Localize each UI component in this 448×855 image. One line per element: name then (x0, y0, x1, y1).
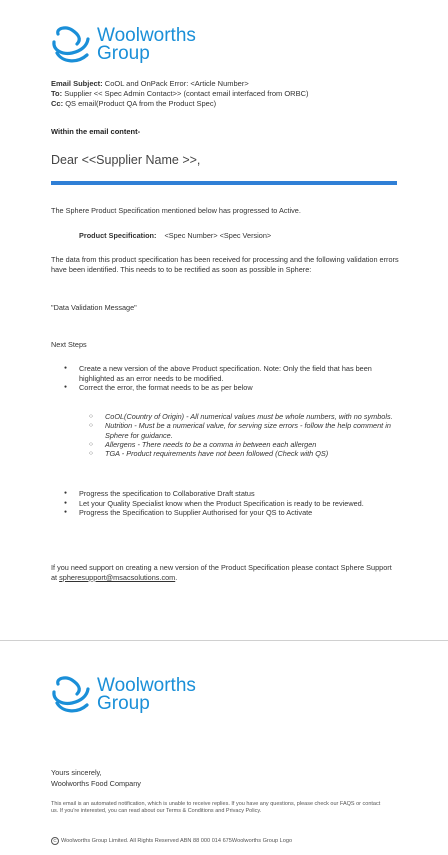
email-to (51, 89, 308, 99)
signoff-line2: Woolworths Food Company (51, 779, 141, 788)
product-specification (79, 231, 271, 240)
within-heading: Within the email content- (51, 127, 141, 136)
support-email-link[interactable]: spheresupport@msacsolutions.com (59, 573, 176, 582)
woolworths-logo-icon (51, 675, 93, 715)
to-value: Supplier << Spec Admin Contact>> (contact email interfaced from ORBC) (64, 89, 309, 98)
copyright-text: Woolworths Group Limited. All Rights Reserved ABN 88 000 014 675Woolworths Group Logo (61, 838, 293, 844)
list-item: ● Progress the specification to Collaborative Draft status (51, 489, 401, 499)
list-item: ○ CoOL(Country of Origin) - All numerical values must be whole numbers, with no symbols. (89, 412, 399, 421)
support-text-body: If you need support on creating a new version of the Product Specification please contact Sphere Support at (51, 563, 392, 582)
list-item: ○ Nutrition - Must be a numerical value, for serving size errors - follow the help comment in Sphere for guidance. (89, 421, 399, 440)
next-steps-heading: Next Steps (51, 340, 87, 349)
subject-label: Email Subject: (51, 79, 103, 88)
spec-value: <Spec Number> <Spec Version> (164, 231, 272, 240)
email-cc (51, 99, 216, 109)
woolworths-group-logo-footer (51, 675, 196, 715)
greeting: Dear <<Supplier Name >>, (51, 153, 201, 167)
disclaimer-text: This email is an automated notification, which is unable to receive replies. If you have any questions, please check our FAQS or contact us. If you're interested, you can read about our Terms & Conditions and Privacy Policy. (51, 801, 381, 814)
list-item: ○ TGA - Product requirements have not been followed (Check with QS) (89, 449, 399, 458)
list-item: ○ Allergens - There needs to be a comma in between each allergen (89, 440, 399, 449)
cc-value: QS email(Product QA from the Product Spec) (65, 99, 217, 108)
woolworths-logo-icon (51, 25, 93, 65)
logo-line2: Group (97, 43, 150, 64)
logo-wordmark (97, 677, 196, 713)
validation-message: "Data Validation Message" (51, 303, 137, 312)
subject-value: CoOL and OnPack Error: <Article Number> (104, 79, 249, 88)
email-subject (51, 79, 249, 89)
support-text (51, 563, 399, 583)
logo-line2: Group (97, 693, 150, 714)
copyright-line (51, 837, 292, 845)
copyright-icon: C (51, 837, 59, 845)
email-footer (0, 641, 448, 855)
cc-label: Cc: (51, 99, 64, 108)
accent-bar (51, 181, 397, 185)
sub-steps-list (89, 412, 399, 458)
logo-line1: Woolworths (97, 675, 196, 696)
signoff-line1: Yours sincerely, (51, 768, 102, 777)
list-item: ● Let your Quality Specialist know when the Product Specification is ready to be reviewed. (51, 499, 401, 509)
body-paragraph: The data from this product specification has been received for processing and the following validation errors have been identified. This needs to to be rectified as soon as possible in Sphere: (51, 255, 399, 274)
to-label: To: (51, 89, 63, 98)
steps-list-a (51, 364, 401, 393)
logo-line1: Woolworths (97, 25, 196, 46)
list-item: ● Progress the Specification to Supplier Authorised for your QS to Activate (51, 508, 401, 518)
spec-label: Product Specification: (79, 231, 157, 240)
support-text-end: . (175, 573, 178, 582)
logo-wordmark (97, 27, 196, 63)
steps-list-b (51, 489, 401, 518)
list-item: ● Create a new version of the above Product specification. Note: Only the field that has been highlighted as an error needs to be modified. (51, 364, 401, 383)
list-item: ● Correct the error, the format needs to be as per below (51, 383, 401, 393)
woolworths-group-logo (51, 25, 196, 65)
intro-text: The Sphere Product Specification mentioned below has progressed to Active. (51, 206, 301, 215)
